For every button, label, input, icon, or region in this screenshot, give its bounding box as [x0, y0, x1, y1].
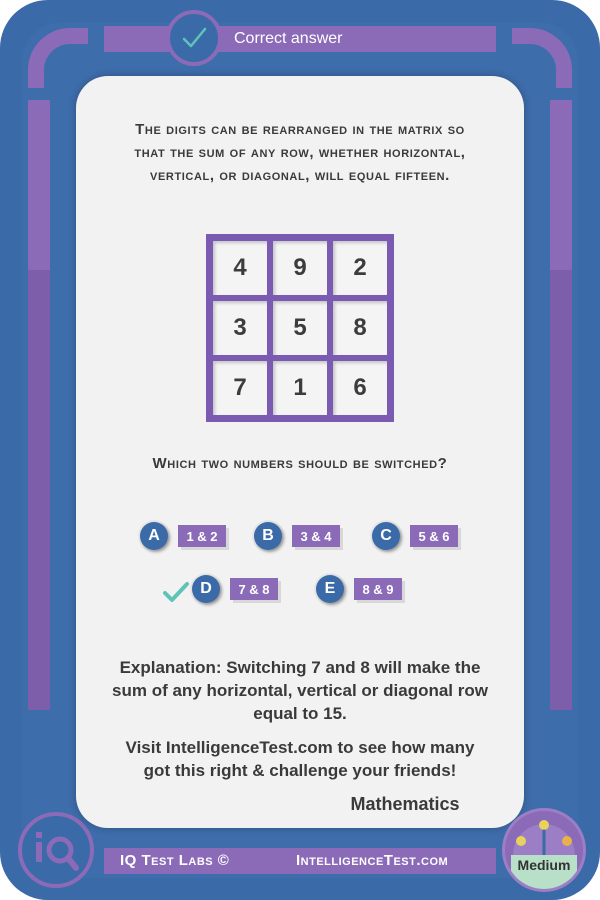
- matrix-cell: 7: [213, 361, 267, 415]
- checkmark-icon: [179, 23, 209, 53]
- option-value: 3 & 4: [292, 525, 340, 547]
- gauge-icon: [505, 811, 583, 889]
- matrix-cell: 4: [213, 241, 267, 295]
- side-bar-right: [550, 100, 572, 710]
- matrix-cell: 3: [213, 301, 267, 355]
- category-label: Mathematics: [350, 794, 460, 814]
- check-badge: [166, 10, 222, 66]
- side-bar-left: [28, 100, 50, 710]
- footer-site-link[interactable]: IntelligenceTest.com: [296, 852, 449, 869]
- option-letter: B: [254, 522, 282, 550]
- option-value: 1 & 2: [178, 525, 226, 547]
- visit-text: Visit IntelligenceTest.com to see how many got this right & challenge your friends!: [125, 738, 475, 780]
- matrix-cell: 9: [273, 241, 327, 295]
- prompt-text: Which two numbers should be switched?: [152, 455, 448, 472]
- correct-check-icon: [162, 580, 190, 604]
- option-letter: E: [316, 575, 344, 603]
- matrix-cell: 8: [333, 301, 387, 355]
- matrix-cell: 2: [333, 241, 387, 295]
- option-value: 5 & 6: [410, 525, 458, 547]
- matrix-cell: 6: [333, 361, 387, 415]
- number-matrix: [206, 234, 394, 422]
- option-letter: D: [192, 575, 220, 603]
- status-text: Correct answer: [234, 30, 343, 47]
- difficulty-label: Medium: [517, 857, 571, 873]
- option-letter: A: [140, 522, 168, 550]
- iq-magnifier-icon: [22, 816, 90, 884]
- option-value: 7 & 8: [230, 578, 278, 600]
- matrix-cell: 5: [273, 301, 327, 355]
- explanation-text: Explanation: Switching 7 and 8 will make the sum of any horizontal, vertical or diagonal row equal to 15.: [112, 658, 488, 723]
- option-value: 8 & 9: [354, 578, 402, 600]
- footer-brand: IQ Test Labs ©: [120, 852, 230, 869]
- question-text: The digits can be rearranged in the matrix so that the sum of any row, whether horizontal, vertical, or diagonal, will equal fifteen.: [134, 121, 466, 184]
- difficulty-gauge: [502, 808, 586, 892]
- matrix-cell: 1: [273, 361, 327, 415]
- iq-logo: [18, 812, 94, 888]
- option-letter: C: [372, 522, 400, 550]
